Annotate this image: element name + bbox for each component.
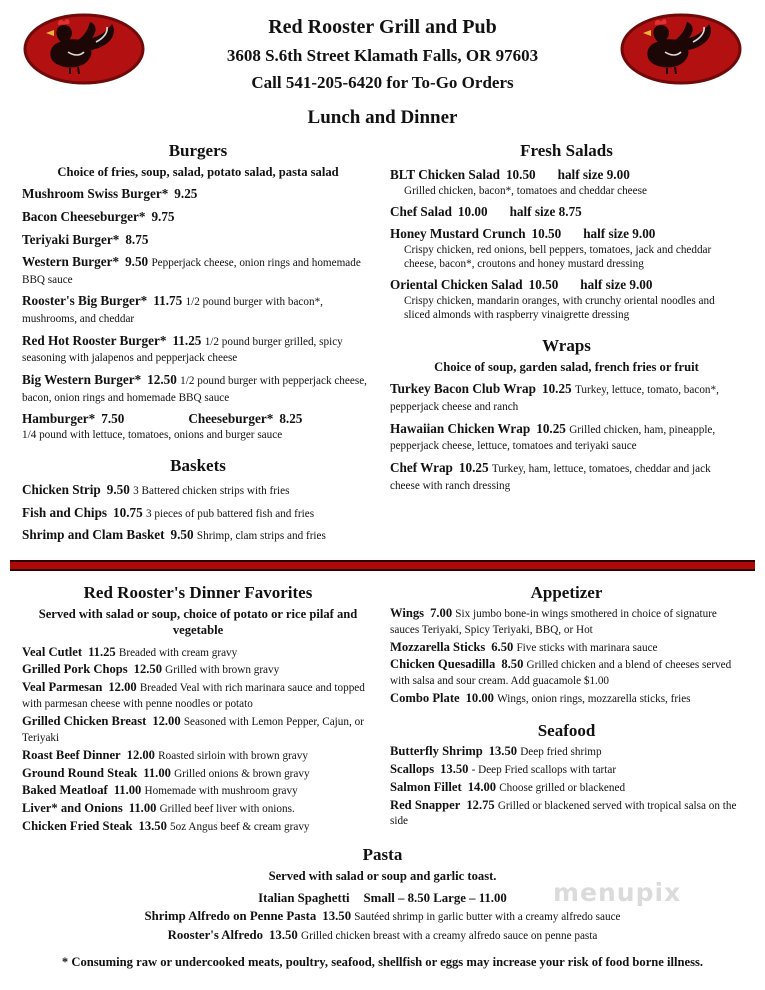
item-name: Ground Round Steak — [22, 765, 138, 780]
item-name: Mushroom Swiss Burger* — [22, 186, 169, 202]
restaurant-address: 3608 S.6th Street Klamath Falls, OR 97603 — [226, 46, 539, 65]
item-price: 9.25 — [174, 186, 198, 202]
item-price: 10.50 — [505, 167, 536, 182]
item-price: 10.25 — [541, 381, 572, 397]
item-name: Turkey Bacon Club Wrap — [390, 381, 536, 397]
menu-item — [22, 645, 374, 661]
item-name: Fish and Chips — [22, 504, 108, 520]
item-name: Veal Cutlet — [22, 644, 83, 659]
menu-item — [22, 527, 374, 544]
section-seafood — [390, 721, 743, 829]
item-price: 7.50 — [101, 411, 125, 427]
menu-item — [22, 482, 374, 499]
menu-item — [22, 186, 374, 203]
item-desc: Turkey, ham, lettuce, tomatoes, cheddar and jack cheese with ranch dressing — [390, 462, 711, 492]
item-half-price: half size 9.00 — [580, 277, 653, 293]
item-desc: Five sticks with marinara sauce — [516, 641, 658, 654]
menu-item — [22, 505, 374, 522]
section-pasta — [22, 845, 743, 943]
menu-item — [22, 714, 374, 746]
item-price: 10.00 — [457, 203, 488, 219]
restaurant-name: Red Rooster Grill and Pub — [268, 16, 497, 38]
item-price: 10.75 — [113, 504, 143, 520]
item-price: 13.50 — [440, 761, 469, 776]
item-price: 10.25 — [458, 459, 489, 475]
item-desc: Seasoned with Lemon Pepper, Cajun, or Teriyaki — [22, 716, 364, 744]
item-desc: Grilled with brown gravy — [165, 664, 280, 677]
item-price: 11.00 — [143, 765, 171, 780]
item-desc: Grilled or blackened served with tropical salsa on the side — [390, 799, 737, 828]
section-wraps — [390, 336, 743, 493]
item-name: Rooster's Big Burger* — [22, 293, 148, 309]
lower-left-column — [22, 575, 374, 837]
item-price: 8.75 — [125, 231, 149, 247]
item-desc: Grilled chicken and a blend of cheeses served with salsa and sour cream. Add guacamole $1.00 — [390, 659, 732, 688]
item-price: 7.00 — [430, 605, 453, 620]
item-desc: Six jumbo bone-in wings smothered in choice of signature sauces Teriyaki, Spicy Teriyaki, BBQ, or Hot — [390, 607, 717, 636]
item-price: 9.50 — [125, 254, 149, 270]
item-desc: Wings, onion rings, mozzarella sticks, fries — [497, 693, 691, 706]
menu-item — [390, 691, 743, 707]
menu-item — [22, 908, 743, 924]
item-desc: Sautéed shrimp in garlic butter with a creamy alfredo sauce — [354, 911, 621, 924]
item-half-price: half size 9.00 — [557, 167, 630, 182]
item-name: Grilled Chicken Breast — [22, 714, 147, 728]
item-desc: 3 Battered chicken strips with fries — [133, 484, 290, 497]
item-name: Liver* and Onions — [22, 801, 123, 816]
item-half-price: half size 8.75 — [509, 203, 582, 219]
item-name: Mozzarella Sticks — [390, 639, 486, 654]
menupix-watermark: menupix — [553, 878, 682, 907]
item-price: 12.50 — [147, 371, 177, 387]
menu-item — [22, 783, 374, 799]
seafood-heading: Seafood — [537, 721, 596, 740]
item-desc: 3 pieces of pub battered fish and fries — [146, 507, 315, 520]
item-desc: Homemade with mushroom gravy — [144, 785, 298, 798]
menu-item — [390, 381, 743, 414]
raw-food-disclaimer: * Consuming raw or undercooked meats, poultry, seafood, shellfish or eggs may increase your risk of food borne illness. — [61, 954, 704, 969]
dinner-note: Served with salad or soup, choice of potato or rice pilaf and vegetable — [38, 606, 358, 638]
section-appetizer — [390, 583, 743, 707]
item-name: Veal Parmesan — [22, 680, 103, 695]
lower-right-column — [390, 575, 743, 831]
item-price: 12.75 — [466, 797, 495, 812]
item-name: Oriental Chicken Salad — [390, 277, 523, 293]
red-divider-bar — [10, 560, 755, 571]
item-price: 10.50 — [528, 277, 559, 293]
item-desc: 5oz Angus beef & cream gravy — [170, 821, 310, 834]
item-name: Italian Spaghetti — [258, 891, 350, 906]
item-price: 11.00 — [128, 801, 157, 816]
item-name: Rooster's Alfredo — [167, 927, 264, 942]
item-price: 13.50 — [138, 819, 167, 834]
item-price: 14.00 — [467, 779, 497, 794]
item-name: Big Western Burger* — [22, 371, 142, 387]
item-price: 11.75 — [153, 293, 183, 309]
menu-item — [390, 167, 743, 198]
item-name: Chef Wrap — [390, 459, 453, 475]
baskets-heading: Baskets — [170, 455, 226, 475]
item-name: Chicken Fried Steak — [22, 819, 133, 834]
item-name: Honey Mustard Crunch — [390, 226, 526, 242]
header-text — [146, 12, 619, 93]
menu-item — [22, 333, 374, 366]
menu-item — [22, 209, 374, 226]
menu-item — [390, 204, 743, 221]
item-price: 8.25 — [279, 411, 303, 427]
item-name: Hawaiian Chicken Wrap — [390, 420, 531, 436]
dinner-heading: Red Rooster's Dinner Favorites — [83, 582, 313, 602]
item-desc: Grilled chicken, bacon*, tomatoes and cheddar cheese — [404, 184, 647, 197]
menu-item — [22, 680, 374, 712]
header — [22, 12, 743, 93]
menu-item — [390, 460, 743, 493]
item-desc: Deep fried shrimp — [520, 746, 602, 758]
menu-item — [390, 762, 743, 778]
item-desc: Grilled beef liver with onions. — [159, 803, 295, 816]
item-desc: 1/2 pound burger with bacon*, mushrooms, and cheddar — [22, 296, 323, 326]
menu-item — [390, 421, 743, 454]
item-desc: Turkey, lettuce, tomato, bacon*, pepperjack cheese and ranch — [390, 384, 719, 414]
menu-item — [22, 232, 374, 249]
item-name: Western Burger* — [22, 254, 120, 270]
item-name: Chef Salad — [390, 203, 452, 219]
item-name: Roast Beef Dinner — [22, 747, 121, 762]
item-price: 12.00 — [126, 747, 155, 762]
menu-item — [22, 927, 743, 943]
section-fresh-salads — [390, 141, 743, 322]
item-price: 10.00 — [465, 691, 494, 706]
item-name: Red Snapper — [390, 797, 461, 812]
item-price: 9.75 — [151, 208, 175, 224]
item-price: 6.50 — [491, 639, 514, 654]
item-desc: Roasted sirloin with brown gravy — [158, 749, 308, 762]
item-desc: Breaded with cream gravy — [118, 646, 238, 659]
section-burgers — [22, 141, 374, 442]
menu-item — [390, 780, 743, 796]
item-price: 9.50 — [170, 527, 194, 543]
menu-item — [22, 293, 374, 326]
item-desc: Grilled chicken, ham, pineapple, pepperjack cheese, lettuce, tomatoes and teriyaki sauce — [390, 423, 716, 453]
item-desc: Grilled chicken breast with a creamy alfredo sauce on penne pasta — [301, 929, 598, 942]
item-price: 11.25 — [172, 332, 202, 348]
menu-item-spaghetti — [22, 890, 743, 906]
upper-right-column — [390, 133, 743, 499]
item-desc: - Deep Fried scallops with tartar — [471, 763, 617, 776]
rooster-logo-left — [22, 12, 146, 86]
item-price: 12.00 — [108, 680, 137, 695]
item-name: Chicken Quesadilla — [390, 657, 496, 672]
item-price: 11.00 — [113, 783, 142, 798]
item-name: Scallops — [390, 761, 435, 776]
menu-item-hamburger-cheeseburger — [22, 411, 374, 442]
item-price: 13.50 — [322, 909, 352, 924]
item-name: Chicken Strip — [22, 481, 101, 497]
item-desc: 1/4 pound with lettuce, tomatoes, onions and burger sauce — [22, 428, 283, 441]
item-name: Combo Plate — [390, 691, 460, 706]
item-name: Bacon Cheeseburger* — [22, 208, 146, 224]
item-desc: Crispy chicken, mandarin oranges, with crunchy oriental noodles and sliced almonds with raspberry vinaigrette dressing — [404, 294, 715, 321]
section-dinner-favorites — [22, 583, 374, 835]
item-price: 10.25 — [536, 420, 566, 436]
item-name: Shrimp and Clam Basket — [22, 527, 165, 543]
upper-columns — [22, 133, 743, 550]
item-price: 12.50 — [133, 662, 163, 677]
menu-item — [22, 372, 374, 405]
item-price: 13.50 — [269, 927, 298, 942]
item-name: Salmon Fillet — [390, 779, 462, 794]
section-baskets — [22, 456, 374, 544]
wraps-note: Choice of soup, garden salad, french fries or fruit — [434, 360, 699, 375]
wraps-heading: Wraps — [542, 336, 591, 356]
menu-item — [390, 640, 743, 656]
item-price: 11.25 — [88, 644, 116, 659]
menu-item — [390, 798, 743, 830]
menu-item — [22, 801, 374, 817]
item-desc: Crispy chicken, red onions, bell peppers, tomatoes, jack and cheddar cheese, bacon*, croutons and honey mustard dressing — [404, 243, 712, 271]
item-name: Grilled Pork Chops — [22, 662, 128, 677]
salads-heading: Fresh Salads — [520, 141, 613, 160]
item-price: 9.50 — [106, 481, 130, 497]
restaurant-phone: Call 541-205-6420 for To-Go Orders — [251, 73, 514, 92]
menu-item — [22, 254, 374, 287]
item-price: 8.50 — [501, 657, 524, 672]
item-desc: 1/2 pound burger with pepperjack cheese, bacon, onion rings and homemade BBQ sauce — [22, 374, 367, 404]
item-desc: Choose grilled or blackened — [499, 781, 626, 794]
menu-item — [390, 657, 743, 689]
item-desc: Grilled onions & brown gravy — [174, 767, 310, 780]
item-desc: Breaded Veal with rich marinara sauce and topped with parmesan cheese with penne noodles or potato — [22, 682, 365, 711]
menu-item — [390, 606, 743, 638]
item-half-price: half size 9.00 — [583, 226, 656, 242]
appetizer-heading: Appetizer — [530, 582, 603, 602]
item-price: 12.00 — [152, 714, 181, 728]
item-name: Cheeseburger* — [188, 411, 274, 427]
menu-item — [22, 766, 374, 782]
item-name: Baked Meatloaf — [22, 783, 108, 798]
burgers-heading: Burgers — [168, 141, 228, 160]
item-desc: 1/2 pound burger grilled, spicy seasoning with jalapenos and pepperjack cheese — [22, 335, 343, 365]
menu-item — [22, 662, 374, 678]
item-desc: Pepperjack cheese, onion rings and homemade BBQ sauce — [22, 257, 361, 286]
pasta-note: Served with salad or soup and garlic toast. — [268, 869, 497, 884]
menu-title: Lunch and Dinner — [307, 107, 458, 128]
burgers-note: Choice of fries, soup, salad, potato salad, pasta salad — [57, 165, 339, 179]
item-name: Butterfly Shrimp — [390, 744, 483, 758]
item-name: Hamburger* — [22, 411, 96, 427]
item-price: 10.50 — [531, 226, 562, 242]
item-name: BLT Chicken Salad — [390, 167, 500, 182]
upper-left-column — [22, 133, 374, 550]
item-name: Teriyaki Burger* — [22, 231, 120, 247]
rooster-logo-right — [619, 12, 743, 86]
menu-item — [22, 819, 374, 835]
item-price: 13.50 — [488, 744, 518, 758]
item-name: Wings — [390, 605, 425, 620]
item-name: Red Hot Rooster Burger* — [22, 332, 167, 348]
item-name: Shrimp Alfredo on Penne Pasta — [144, 909, 317, 924]
item-sizes: Small – 8.50 Large – 11.00 — [363, 891, 507, 906]
menu-item — [22, 748, 374, 764]
menu-item — [390, 744, 743, 760]
menu-item — [390, 277, 743, 322]
menu-item — [390, 226, 743, 271]
lower-columns — [22, 575, 743, 837]
item-desc: Shrimp, clam strips and fries — [196, 530, 326, 543]
pasta-heading: Pasta — [362, 845, 403, 865]
